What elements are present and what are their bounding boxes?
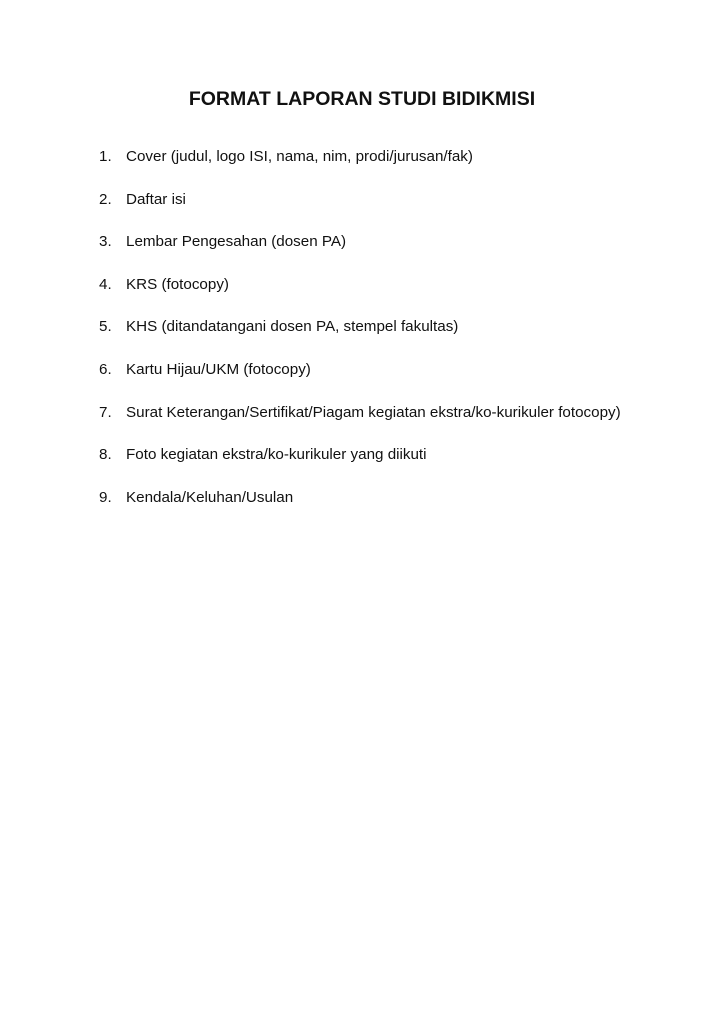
list-item — [99, 314, 639, 340]
item-text: Kendala/Keluhan/Usulan — [126, 488, 294, 506]
requirements-list — [99, 144, 639, 527]
item-text: Surat Keterangan/Sertifikat/Piagam kegiatan ekstra/ko-kurikuler fotocopy) — [126, 403, 621, 421]
item-text: Daftar isi — [126, 190, 186, 208]
list-item — [99, 144, 639, 170]
item-number: 5. — [99, 318, 112, 336]
item-text: Cover (judul, logo ISI, nama, nim, prodi/jurusan/fak) — [126, 148, 473, 165]
list-item — [99, 229, 639, 255]
item-text: KHS (ditandatangani dosen PA, stempel fakultas) — [126, 318, 459, 336]
item-number: 8. — [99, 446, 112, 464]
list-item — [99, 442, 639, 468]
list-item — [99, 187, 639, 213]
item-number: 9. — [99, 488, 112, 506]
item-number: 2. — [99, 190, 112, 208]
item-number: 6. — [99, 360, 112, 378]
item-number: 4. — [99, 275, 112, 293]
list-item — [99, 400, 639, 426]
item-text: Lembar Pengesahan (dosen PA) — [126, 233, 347, 251]
item-number: 3. — [99, 233, 112, 251]
document-title: FORMAT LAPORAN STUDI BIDIKMISI — [188, 88, 536, 110]
item-text: Foto kegiatan ekstra/ko-kurikuler yang diikuti — [126, 446, 427, 464]
list-item — [99, 357, 639, 383]
list-item — [99, 272, 639, 298]
item-number: 1. — [99, 148, 112, 165]
list-item — [99, 485, 639, 511]
item-text: Kartu Hijau/UKM (fotocopy) — [126, 360, 311, 378]
item-text: KRS (fotocopy) — [126, 275, 229, 293]
item-number: 7. — [99, 403, 112, 421]
